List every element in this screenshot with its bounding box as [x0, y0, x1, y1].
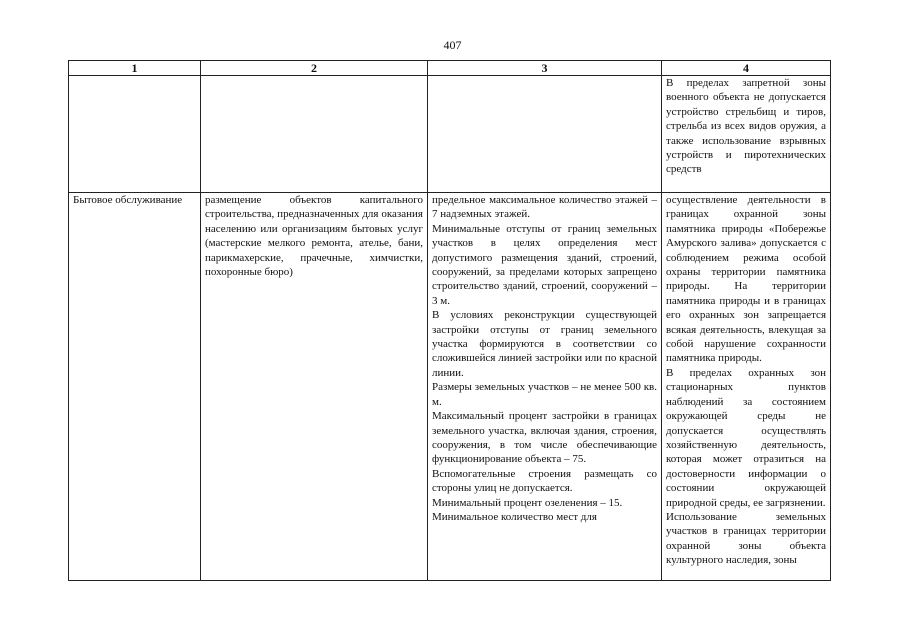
- parameter-paragraph: В условиях реконструкции существующей застройки отступы от границ земельного участка формируются в соответствии со сложившейся линией застройки или по красной линии.: [432, 309, 657, 379]
- parameter-paragraph: предельное максимальное количество этажей – 7 надземных этажей.: [432, 194, 657, 221]
- column-header-3: 3: [428, 61, 662, 76]
- column-header-4: 4: [662, 61, 831, 76]
- table-row: [69, 193, 831, 581]
- restriction-paragraph: В пределах охранных зон стационарных пунктов наблюдений за состоянием окружающей среды не допускается осуществлять хозяйственную деятельность, которая может отразиться на достоверности информации о состоянии окружающей природной среды, ее загрязнении.: [666, 366, 826, 509]
- restriction-paragraph: Использование земельных участков в границах территории охранной зоны объекта культурного наследия, зоны: [666, 510, 826, 567]
- parameter-paragraph: Минимальные отступы от границ земельных участков в целях определения мест допустимого размещения зданий, строений, сооружений, за пределами которых запрещено строительство зданий, строений, сооружений – 3 м.: [432, 222, 657, 307]
- column-header-1: 1: [69, 61, 201, 76]
- land-use-table: [68, 60, 831, 581]
- cell-use-description: [201, 193, 428, 581]
- table-header-row: [69, 61, 831, 76]
- cell-restrictions-continued: [662, 76, 831, 193]
- parameter-paragraph: Минимальное количество мест для: [432, 510, 597, 523]
- table-row-continued: [69, 76, 831, 193]
- cell-empty: [428, 76, 662, 193]
- parameter-paragraph: Максимальный процент застройки в границах земельного участка, включая здания, строения, сооружения, в том числе обеспечивающие функционирование объекта – 75.: [432, 410, 657, 466]
- page-number: 407: [443, 38, 462, 52]
- parameter-paragraph: Вспомогательные строения размещать со стороны улиц не допускается.: [432, 467, 657, 495]
- restriction-paragraph: осуществление деятельности в границах охранной зоны памятника природы «Побережье Амурского залива» допускается с соблюдением режима особой охраны территории памятника природы. На территории памятника природы и в границах его охранных зон запрещается всякая деятельность, влекущая за собой нарушение сохранности памятника природы.: [666, 194, 826, 365]
- cell-empty: [201, 76, 428, 193]
- column-header-2: 2: [201, 61, 428, 76]
- cell-empty: [69, 76, 201, 193]
- cell-use-type: [69, 193, 201, 581]
- parameter-paragraph: Минимальный процент озеленения – 15.: [432, 496, 623, 509]
- use-type-name: Бытовое обслуживание: [73, 194, 183, 206]
- cell-restrictions: [662, 193, 831, 581]
- restriction-text: В пределах запретной зоны военного объекта не допускается устройство стрельбищ и тиров, стрельба из всех видов оружия, а также использование взрывных устройств и пиротехнических средств: [666, 77, 826, 176]
- parameter-paragraph: Размеры земельных участков – не менее 500 кв. м.: [432, 381, 657, 408]
- cell-parameters: [428, 193, 662, 581]
- use-description: размещение объектов капитального строительства, предназначенных для оказания населению или организациям бытовых услуг (мастерские мелкого ремонта, ателье, бани, парикмахерские, прачечные, химчистки, похоронные бюро): [205, 194, 423, 279]
